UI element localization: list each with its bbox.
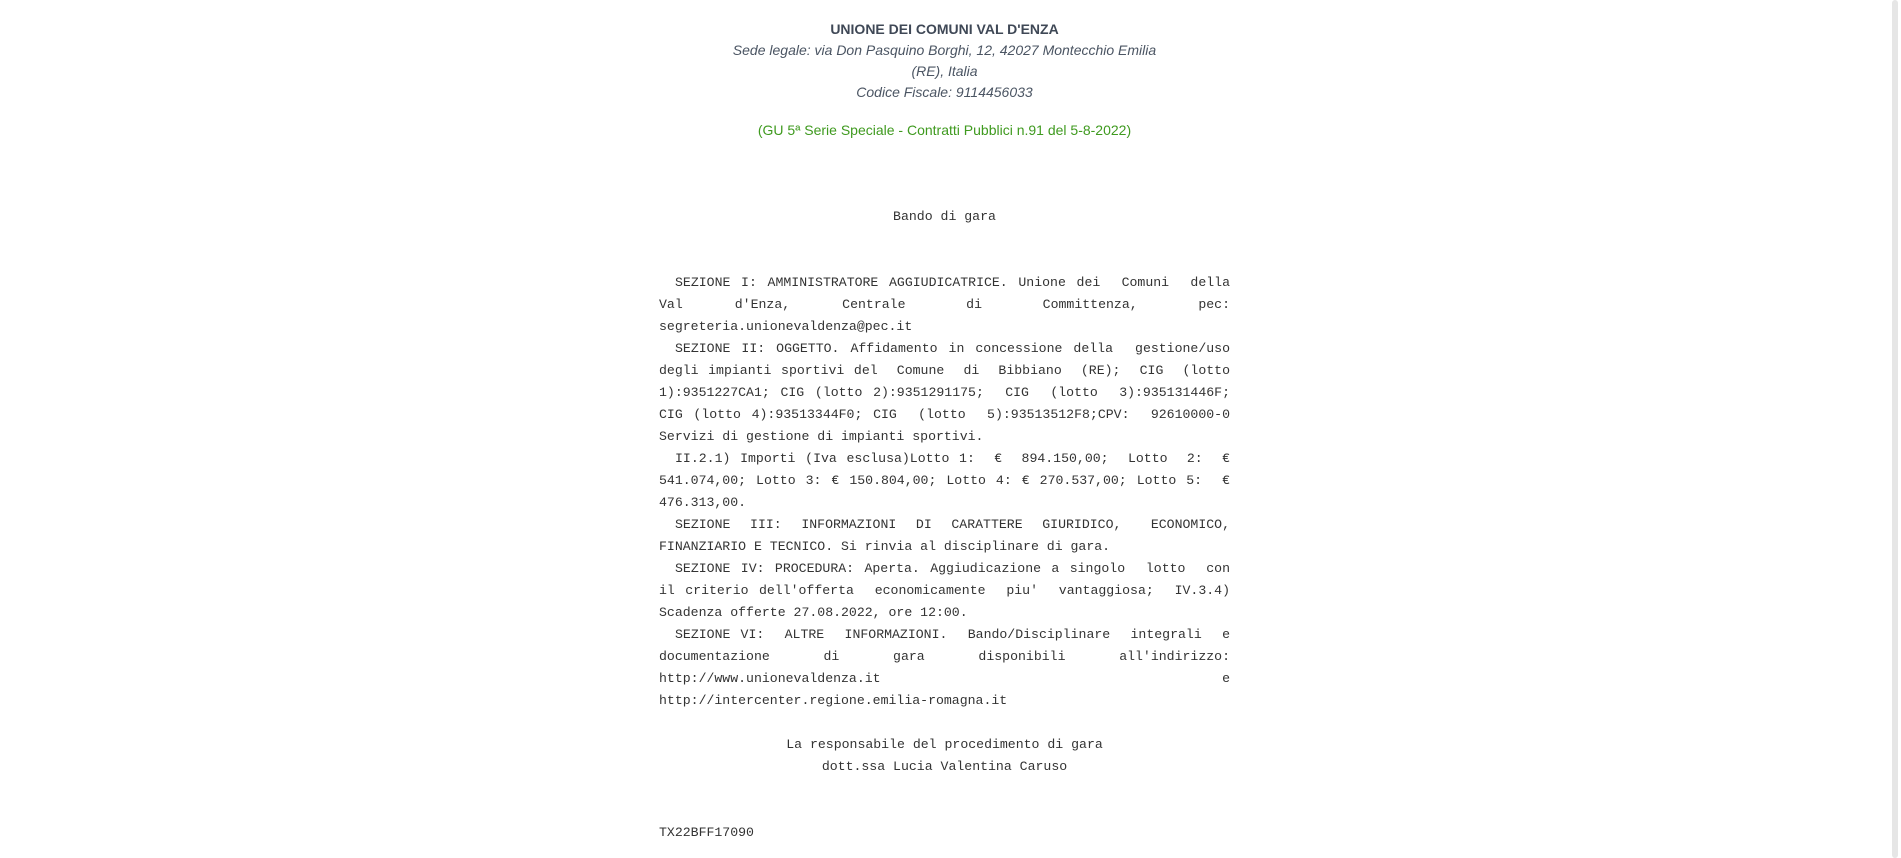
document-title: Bando di gara	[893, 209, 996, 224]
vertical-scrollbar[interactable]	[1889, 0, 1901, 858]
section-2-line: 1):9351227CA1; CIG (lotto 2):9351291175; CIG (lotto 3):935131446F;	[659, 385, 1230, 400]
reference-code: TX22BFF17090	[659, 825, 754, 840]
signature-name: dott.ssa Lucia Valentina Caruso	[821, 759, 1068, 774]
section-2-line: SEZIONE II: OGGETTO. Affidamento in concessione della gestione/uso	[675, 341, 1230, 356]
signature-role: La responsabile del procedimento di gara	[786, 737, 1103, 752]
section-2-1-line: II.2.1) Importi (Iva esclusa)Lotto 1: € 894.150,00; Lotto 2: €	[675, 451, 1230, 466]
section-2-1-line: 541.074,00; Lotto 3: € 150.804,00; Lotto 4: € 270.537,00; Lotto 5: €	[659, 473, 1230, 488]
section-1-email: segreteria.unionevaldenza@pec.it	[659, 319, 913, 334]
spacer	[659, 228, 1230, 272]
address-line-2: (RE), Italia	[911, 63, 978, 79]
section-6-line: SEZIONE VI: ALTRE INFORMAZIONI. Bando/Disciplinare integrali e	[675, 627, 1230, 642]
org-name: UNIONE DEI COMUNI VAL D'ENZA	[830, 21, 1059, 37]
document-body	[659, 206, 1230, 844]
section-3-line: FINANZIARIO E TECNICO. Si rinvia al disciplinare di gara.	[659, 539, 1111, 554]
section-2-1-line: 476.313,00.	[659, 495, 747, 510]
section-2-line: Servizi di gestione di impianti sportivi.	[659, 429, 984, 444]
section-6-link-line: http://www.unionevaldenza.it e	[659, 671, 1230, 686]
section-1-line: Val d'Enza, Centrale di Committenza, pec:	[659, 297, 1230, 312]
address-line-1: Sede legale: via Don Pasquino Borghi, 12, 42027 Montecchio Emilia	[732, 42, 1157, 58]
header	[0, 19, 1889, 139]
scrollbar-thumb[interactable]	[1892, 0, 1898, 858]
spacer	[659, 778, 1230, 800]
section-1-line: SEZIONE I: AMMINISTRATORE AGGIUDICATRICE. Unione dei Comuni della	[675, 275, 1230, 290]
section-4-line: SEZIONE IV: PROCEDURA: Aperta. Aggiudicazione a singolo lotto con	[675, 561, 1230, 576]
section-6-link-line: http://intercenter.regione.emilia-romagna.it	[659, 693, 1008, 708]
section-2-line: CIG (lotto 4):93513344F0; CIG (lotto 5):93513512F8;CPV: 92610000-0	[659, 407, 1230, 422]
section-2-line: degli impianti sportivi del Comune di Bibbiano (RE); CIG (lotto	[659, 363, 1230, 378]
spacer	[659, 800, 1230, 822]
section-4-line: il criterio dell'offerta economicamente piu' vantaggiosa; IV.3.4)	[659, 583, 1230, 598]
publication-reference: (GU 5ª Serie Speciale - Contratti Pubblici n.91 del 5-8-2022)	[757, 122, 1132, 138]
section-3-line: SEZIONE III: INFORMAZIONI DI CARATTERE GIURIDICO, ECONOMICO,	[675, 517, 1230, 532]
fiscal-code: Codice Fiscale: 9114456033	[856, 84, 1033, 100]
section-6-line: documentazione di gara disponibili all'indirizzo:	[659, 649, 1230, 664]
section-4-line: Scadenza offerte 27.08.2022, ore 12:00.	[659, 605, 968, 620]
spacer	[659, 712, 1230, 734]
